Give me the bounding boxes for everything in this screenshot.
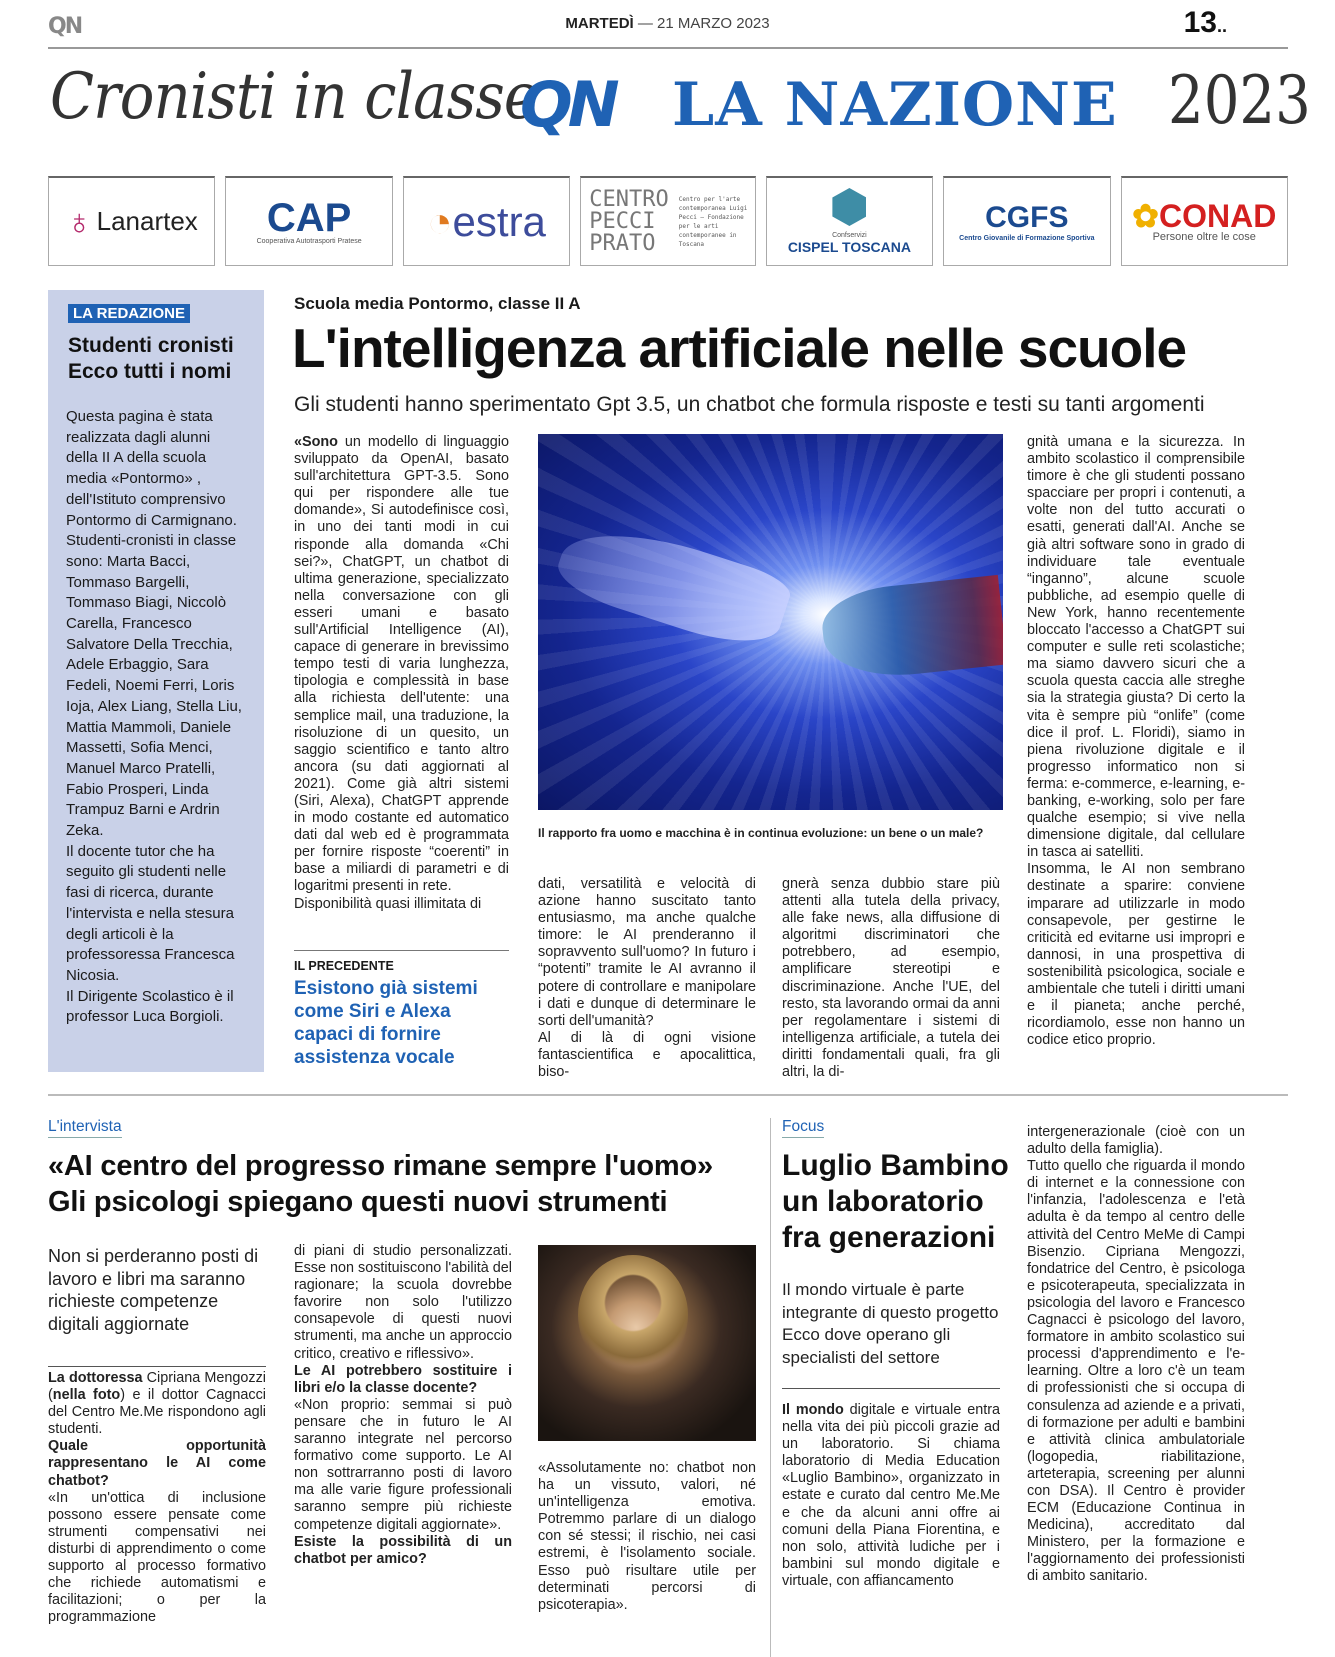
interview-column-3: «Assolutamente no: chatbot non ha un vissuto, valori, né un'intelligenza emotiva. Potremmo parlare di un dialogo con sé stessi; il rischio, nei casi estremi, è l'isolamento sociale. Esso può risultare utile per determinati percorsi di psicoterapia». [538,1460,756,1613]
intro-text: Cipriana Mengozzi ( [48,1370,266,1404]
cispel-hexagon-icon [832,188,866,226]
intro-bold: nella foto [52,1387,121,1404]
sidebar-paragraph: Il docente tutor che ha seguito gli studenti nelle fasi di ricerca, durante l'intervista e nella stesura degli articoli è la professoressa Francesca Nicosia. [66,842,235,984]
header-rule [48,47,1288,49]
interview-photo-portrait [538,1245,756,1441]
sidebar-body [66,407,246,1028]
headline-line: «AI centro del progresso rimane sempre l'uomo» [48,1150,713,1182]
article-text: gnità umana e la sicurezza. In ambito scolastico il comprensibile timore è che gli studenti possano spacciare per propri i contenuti, a volte non del tutto accurati o esatti, generati dall'AI. Anche se già altri software sono in grado di individuare tale eventuale “inganno”, alcune scuole pubbliche, ad esempio quelle di New York, hanno recentemente bloccato l'accesso a ChatGPT sui computer e sulle reti scolastiche; ma siamo davvero sicuri che a scuola questa caccia alle streghe sia la strategia giusta? Di certo la vita è sempre più “onlife” (come dice il prof. L. Floridi), siamo in piena rivoluzione digitale e il progresso informatico non si ferma: e-commerce, e-learning, e-banking, e-working, solo per fare qualche esempio; si vive nella dimensione digitale, dal cellulare in tasca ai satelliti. [1027,434,1245,861]
conad-flower-icon: ✿ [1132,198,1159,234]
focus-text: digitale e virtuale entra nella vita dei più piccoli grazie ad un laboratorio. Si chiama laboratorio di Media Education «Luglio Bambino», organizzato in estate e curato dal centro Me.Me e che da alcuni anni offre ai comuni della Piana Fiorentina, e non solo, attività ludiche per i bambini sul mondo digitale e virtuale, con affiancamento [782,1402,1001,1589]
article-column-3: gnerà senza dubbio stare più attenti alla tutela della privacy, alle fake news, alla diffusione di algoritmi discriminatori che potrebbero, ad esempio, amplificare stereotipi e discriminazione. Anche l'UE, del resto, sta lavorando ormai da anni per regolamentare i sistemi di intelligenza artificiale, a tutela dei diritti fondamentali quali, fra gli altri, la di- [782,876,1000,1081]
article-column-1 [294,434,509,913]
focus-lead: Il mondo virtuale è parte integrante di questo progetto Ecco dove operano gli specialisti del settore [782,1280,999,1367]
sponsor-name: CENTRO PECCI PRATO [589,186,669,256]
sponsor-cap [225,176,392,266]
sponsor-sub: Centro Giovanile di Formazione Sportiva [959,235,1095,242]
sidebar-la-redazione [48,290,264,1072]
qn-logo: QN [520,68,615,141]
focus-column-2 [1027,1124,1245,1586]
sponsor-name: CGFS [985,201,1069,234]
interview-column-1 [48,1370,266,1626]
sponsor-cispel [766,176,933,266]
article-text: un modello di linguaggio sviluppato da OpenAI, basato sull'architettura GPT-3.5. Sono qui per rispondere alle tue domande», Si autodefinisce così, in uno dei tanti modi in cui risponde alla domanda «Chi sei?», ChatGPT, un chatbot di ultima generazione, specializzato nella conversazione con gli esseri umani e basato sull'Artificial Intelligence (AI), capace di generare in brevissimo tempo testi di varia lunghezza, tipologia e complessità in base alla richiesta dell'utente: una semplice mail, una traduzione, la risoluzione di un quesito, un saggio scientifico e tanto altro ancora (su dati aggiornati al 2021). Come già altri sistemi (Siri, Alexa), ChatGPT apprende in modo costante ed automatico dati dal web ed è programmata per fornire risposte “coerenti” in base a miliardi di parametri e di logaritmi presenti in rete. [294,434,509,895]
article-photo-human-robot-hands [538,434,1003,810]
article-column-4 [1027,434,1245,1049]
interview-answer: «In un'ottica di inclusione possono essere pensate come strumenti compensativi nei disturbi di apprendimento o come supporto al processo formativo che richiede automatismi e facilitazioni; o per la programmazione [48,1489,266,1626]
sponsor-centro-pecci [580,176,755,266]
precedent-title: Esistono già sistemi come Siri e Alexa capaci di fornire assistenza vocale [294,978,478,1068]
sidebar-title-line: Studenti cronisti [68,334,234,357]
page-number [1184,6,1227,40]
sponsor-lanartex [48,176,215,266]
focus-text: Tutto quello che riguarda il mondo di internet e la connessione con l'infanzia, l'adolescenza e l'età adulta è da tempo al centro delle attività del Centro MeMe di Campi Bisenzio. Cipriana Mengozzi, fondatrice del Centro, è psicologa e psicoterapeuta, specializzata in psicologia del lavoro e Francesco Cagnacci è psicologo del lavoro, formatore in ambito scolastico sui processi d'apprendimento e l'e-learning. Oltre a loro c'è un team di professionisti che si occupa di consulenza ad aziende e a privati, di formazione per adulti e bambini e attività clinica ambulatoriale (logopedia, riabilitazione, arteterapia, screening per alunni con DSA). Il Centro è provider ECM (Educazione Continua in Medicina), accreditato dal Ministero, per la formazione e l'aggiornamento dei professionisti di ambito sanitario. [1027,1158,1245,1585]
sidebar-tag: LA REDAZIONE [68,304,190,323]
sponsor-sub: Cooperativa Autotrasporti Pratese [256,238,362,245]
interview-headline [48,1148,713,1220]
article-text: Al di là di ogni visione fantascientifica e apocalittica, biso- [538,1029,756,1081]
sponsor-name: Lanartex [96,206,198,236]
article-headline: L'intelligenza artificiale nelle scuole [292,317,1187,379]
focus-column-1 [782,1402,1000,1590]
dateline-day: MARTEDÌ [565,15,634,32]
interview-lead-rule [48,1366,266,1367]
article-kicker: Scuola media Pontormo, classe II A [294,294,581,313]
dateline [0,15,1335,32]
lead-word: Il mondo [782,1402,844,1418]
conad-wordmark: CONAD [1158,198,1277,234]
sponsor-name: CISPEL TOSCANA [787,239,911,255]
article-subheadline: Gli studenti hanno sperimentato Gpt 3.5, un chatbot che formula risposte e testi su tanti argomenti [294,393,1205,416]
lead-word: «Sono [294,434,338,450]
article-text: Disponibilità quasi illimitata di [294,895,482,912]
intro-text: ) e il dottor Cagnacci del Centro Me.Me rispondono agli studenti. [48,1387,266,1438]
headline-line: Gli psicologi spiegano questi nuovi strumenti [48,1186,668,1218]
interview-question: Esiste la possibilità di un chatbot per amico? [294,1533,512,1567]
article-text: dati, versatilità e velocità di azione hanno suscitato tanto entusiasmo, ma anche qualche timore: le AI prenderanno il sopravvento sull'uomo? In futuro i “potenti” tramite le AI avranno il potere di controllare e manipolare i dati e dunque di determinare le sorti dell'umanità? [538,876,756,1029]
focus-label: Focus [782,1118,824,1138]
sponsor-sub: Centro per l'arte contemporanea Luigi Pecci — Fondazione per le arti contemporanee in Toscana [678,195,748,248]
masthead-section-title: Cronisti in classe [50,60,538,134]
interview-intro [48,1370,266,1438]
flask-icon: ♁ [65,200,93,242]
sponsor-conad [1121,176,1288,266]
interview-column-2 [294,1243,512,1568]
dateline-date: — 21 MARZO 2023 [637,15,770,32]
precedent-label: IL PRECEDENTE [294,959,394,973]
sidebar-paragraph: Il Dirigente Scolastico è il professor Luca Borgioli. [66,987,234,1026]
page-number-value: 13 [1183,6,1217,39]
headline-line: un laboratorio [782,1185,984,1218]
sponsor-strip [48,176,1288,266]
sponsor-sub: Confservizi [832,232,867,239]
masthead-paper-name: LA NAZIONE [672,70,1118,140]
sponsor-name [1132,200,1276,232]
interview-answer: di piani di studio personalizzati. Esse non sostituiscono l'abilità del ragionare; la scuola dovrebbe favorire non solo l'utilizzo consapevole di questi nuovi strumenti, ma anche un approccio critico, creativo e riflessivo». [294,1243,512,1362]
estra-swirl-icon: ◔ [427,197,453,245]
intro-bold: La dottoressa [48,1370,143,1386]
interview-lead: Non si perderanno posti di lavoro e libri ma saranno richieste competenze digitali aggiornate [48,1246,259,1334]
photo-caption: Il rapporto fra uomo e macchina è in continua evoluzione: un bene o un male? [538,826,984,840]
sidebar-title-line: Ecco tutti i nomi [68,360,232,383]
page-number-dots: .. [1216,16,1227,36]
sponsor-estra [403,176,570,266]
masthead-year: 2023 [1168,62,1311,139]
focus-headline [782,1148,1009,1256]
article-column-2 [538,876,756,1081]
interview-label: L'intervista [48,1118,122,1138]
interview-question: Quale opportunità rappresentano le AI come chatbot? [48,1438,266,1489]
article-text: Insomma, le AI non sembrano destinate a sparire: conviene imparare ad utilizzarle in modo consapevole, per gestirne le criticità ed evitarne usi impropri e dannosi, in una prospettiva di sostenibilità psicologica, sociale e ambientale che tuteli i diritti umani e il pianeta; anche perché, ricordiamolo, esse non hanno un codice etico proprio. [1027,861,1245,1049]
interview-question: Le AI potrebbero sostituire i libri e/o la classe docente? [294,1362,512,1396]
sponsor-name: estra [452,197,546,245]
portrait-figure [578,1255,688,1375]
sidebar-paragraph: Questa pagina è stata realizzata dagli alunni della II A della scuola media «Pontormo» , dell'Istituto comprensivo Pontormo di Carmignano. Studenti-cronisti in classe sono: Marta Bacci, Tommaso Bargelli, Tommaso Biagi, Niccolò Carella, Francesco Salvatore Della Trecchia, Adele Erbaggio, Sara Fedeli, Noemi Ferri, Loris Ioja, Alex Liang, Stella Liu, Mattia Mammoli, Daniele Massetti, Sofia Menci, Manuel Marco Pratelli, Fabio Prosperi, Linda Trampuz Barni e Ardrin Zeka. [66,408,242,840]
precedent-rule [294,950,509,951]
sponsor-sub: Persone oltre le cose [1152,231,1256,243]
interview-answer: «Non proprio: semmai si può pensare che in futuro le AI saranno integrate nel percorso formativo come supporto. Le AI non sottrarranno posti di lavoro ma alle varie figure professionali saranno sempre più richieste competenze digitali aggiornate». [294,1396,512,1533]
section-divider [48,1094,1288,1096]
headline-line: fra generazioni [782,1221,996,1254]
headline-line: Luglio Bambino [782,1149,1009,1182]
sidebar-title [68,333,246,385]
sponsor-cgfs [943,176,1110,266]
focus-text: intergenerazionale (cioè con un adulto della famiglia). [1027,1124,1245,1158]
qn-small-logo: QN [48,14,82,39]
sponsor-name: CAP [266,196,352,240]
column-divider [770,1118,771,1657]
focus-lead-rule [782,1388,1000,1389]
